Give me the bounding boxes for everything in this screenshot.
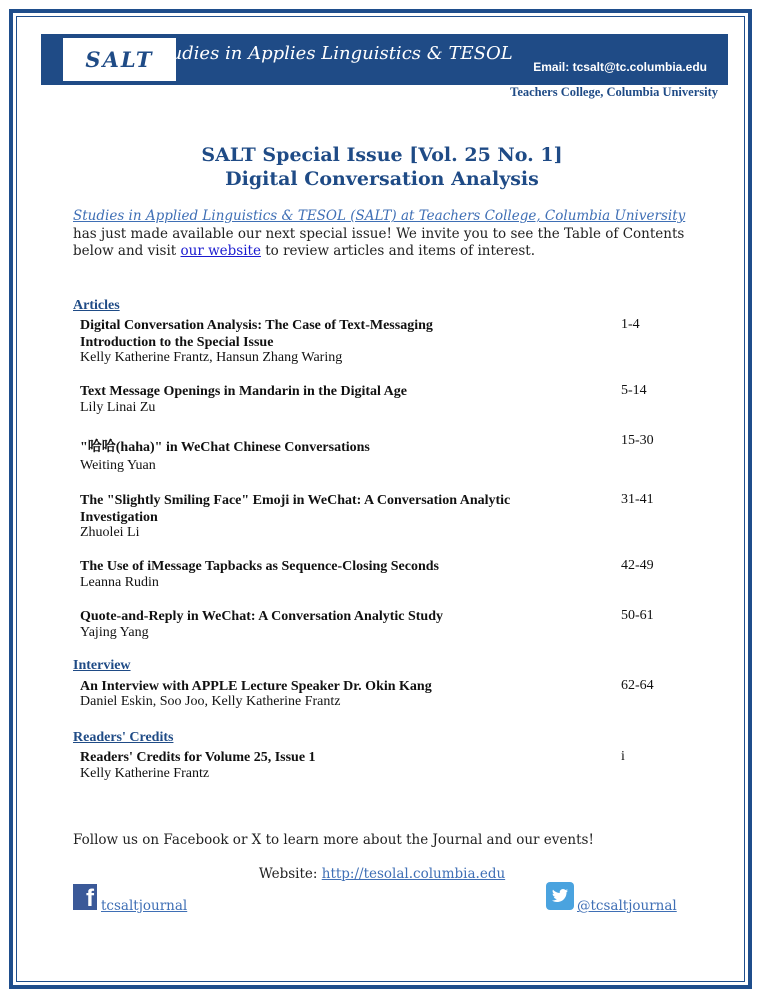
article-authors: Weiting Yuan (80, 458, 156, 473)
facebook-icon[interactable]: f (73, 884, 97, 910)
website-link[interactable]: our website (180, 243, 261, 259)
article-authors: Kelly Katherine Frantz, Hansun Zhang Waring (80, 350, 343, 365)
header-banner (41, 34, 728, 85)
article-title: Digital Conversation Analysis: The Case of Text-Messaging Introduction to the Special Issue (80, 318, 433, 350)
article-authors: Leanna Rudin (80, 575, 159, 590)
website-label: Website: (258, 866, 322, 882)
article-authors: Zhuolei Li (80, 525, 140, 540)
article-title: Quote-and-Reply in WeChat: A Conversation Analytic Study (80, 609, 444, 624)
article-authors: Lily Linai Zu (80, 400, 156, 415)
credits-authors: Kelly Katherine Frantz (80, 766, 210, 781)
credits-pages: i (621, 749, 625, 764)
article-pages: 1-4 (621, 317, 640, 332)
section-heading-articles[interactable]: Articles (73, 298, 120, 313)
article-title: The "Slightly Smiling Face" Emoji in WeChat: A Conversation Analytic Investigation (80, 493, 511, 525)
article-pages: 5-14 (621, 383, 647, 398)
issue-title: SALT Special Issue [Vol. 25 No. 1] (201, 144, 563, 166)
article-pages: 50-61 (621, 608, 654, 623)
article-pages: 31-41 (621, 492, 654, 507)
section-heading-interview[interactable]: Interview (73, 658, 131, 673)
facebook-handle-link[interactable]: tcsaltjournal (101, 898, 188, 914)
intro-text-2: to review articles and items of interest. (260, 243, 535, 259)
intro-paragraph (73, 208, 695, 261)
twitter-handle-link[interactable]: @tcsaltjournal (577, 898, 677, 914)
section-heading-credits[interactable]: Readers' Credits (73, 730, 174, 745)
footer-website (0, 866, 764, 882)
website-url-link[interactable]: http://tesolal.columbia.edu (321, 866, 506, 882)
interview-title: An Interview with APPLE Lecture Speaker Dr. Okin Kang (80, 679, 432, 694)
institution-name: Teachers College, Columbia University (510, 85, 718, 99)
credits-title: Readers' Credits for Volume 25, Issue 1 (80, 750, 316, 765)
article-authors: Yajing Yang (80, 625, 149, 640)
article-title: The Use of iMessage Tapbacks as Sequence-Closing Seconds (80, 559, 439, 574)
article-title: "哈哈(haha)" in WeChat Chinese Conversations (80, 440, 370, 455)
article-title: Text Message Openings in Mandarin in the Digital Age (80, 384, 407, 399)
logo-text: SALT (85, 47, 154, 72)
interview-authors: Daniel Eskin, Soo Joo, Kelly Katherine Frantz (80, 694, 341, 709)
header-email[interactable]: Email: tcsalt@tc.columbia.edu (533, 60, 707, 74)
issue-subtitle: Digital Conversation Analysis (225, 168, 539, 190)
follow-text: Follow us on Facebook or X to learn more about the Journal and our events! (73, 832, 594, 848)
journal-link[interactable]: Studies in Applied Linguistics & TESOL (SALT) at Teachers College, Columbia University (73, 208, 686, 224)
article-pages: 42-49 (621, 558, 654, 573)
twitter-icon[interactable] (546, 882, 574, 910)
interview-pages: 62-64 (621, 678, 654, 693)
article-pages: 15-30 (621, 433, 654, 448)
journal-name: Studies in Applies Linguistics & TESOL (151, 43, 513, 64)
intro-text-1: has just made available our next special issue! We invite you to see the Table of Contents below and visit (73, 225, 685, 259)
